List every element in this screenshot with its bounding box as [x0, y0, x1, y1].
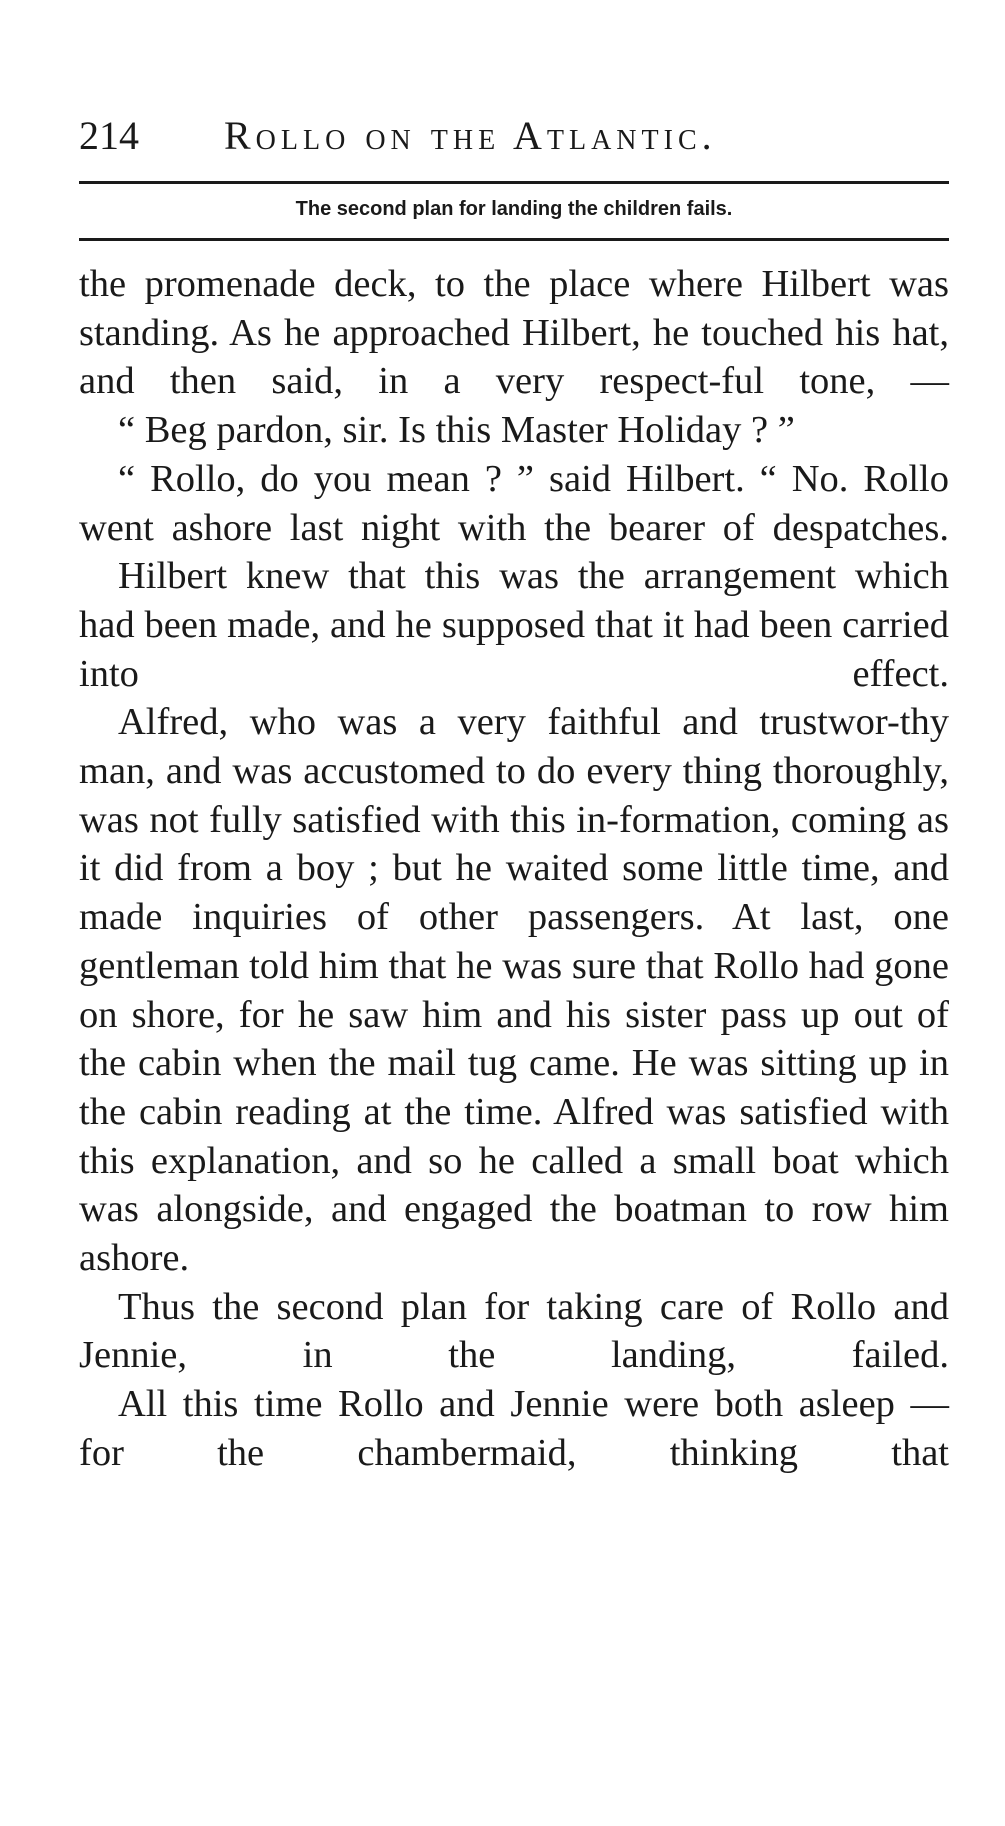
paragraph-continued: the promenade deck, to the place where Hilbert was standing. As he approached Hilbert, he touched his hat, and then said, in a very respect-ful tone, — — [79, 263, 949, 403]
paragraph-reply: “ Rollo, do you mean ? ” said Hilbert. “ No. Rollo went ashore last night with the bearer of despatches. — [79, 457, 949, 549]
header-rule-top — [79, 181, 949, 184]
paragraph-plan-failed: Thus the second plan for taking care of Rollo and Jennie, in the landing, failed. — [79, 1285, 949, 1377]
page-number: 214 — [79, 113, 139, 158]
paragraph-arrangement: Hilbert knew that this was the arrangement which had been made, and he supposed that it had been carried into effect. — [79, 555, 949, 695]
header-rule-bottom — [79, 238, 949, 241]
page-header — [79, 112, 949, 172]
chapter-subheading: The second plan for landing the children fails. — [295, 198, 733, 220]
paragraph-asleep: All this time Rollo and Jennie were both asleep — for the chambermaid, thinking that — [79, 1383, 949, 1474]
body-text — [79, 260, 949, 1478]
running-title: Rollo on the Atlantic. — [224, 113, 717, 158]
paragraph-alfred: Alfred, who was a very faithful and trustwor-thy man, and was accustomed to do every thing thoroughly, was not fully satisfied with this in-formation, coming as it did from a boy ; but he waited some little time, and made inquiries of other passengers. At last, one gentleman told him that he was sure that Rollo had gone on shore, for he saw him and his sister pass up out of the cabin when the mail tug came. He was sitting up in the cabin reading at the time. Alfred was satisfied with this explanation, and so he called a small boat which was alongside, and engaged the boatman to row him ashore. — [79, 701, 949, 1280]
paragraph-question: “ Beg pardon, sir. Is this Master Holiday ? ” — [118, 409, 795, 452]
